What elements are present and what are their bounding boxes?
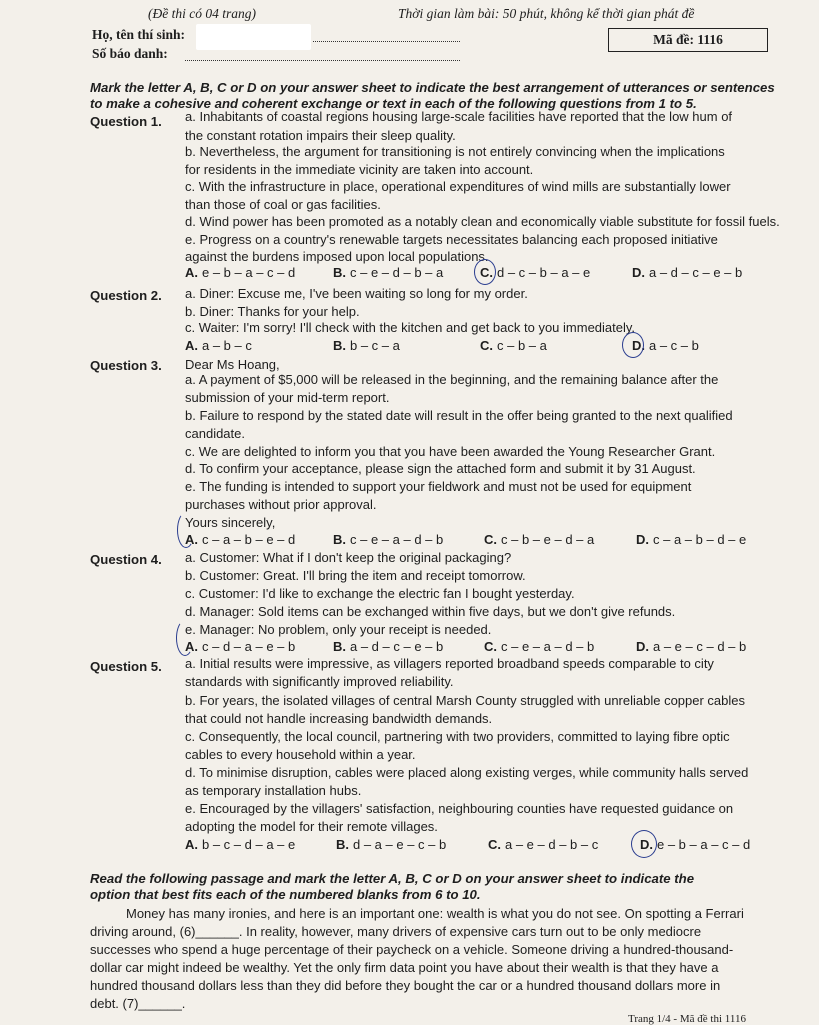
q5-line: cables to every household within a year. — [185, 747, 416, 762]
passage-line: successes who spend a huge percentage of their paycheck on a vehicle. Someone driving a hundred-thousand- — [90, 942, 734, 957]
q3-option-b[interactable]: B. c – e – a – d – b — [333, 532, 444, 547]
q4-option-d[interactable]: D. a – e – c – d – b — [636, 639, 747, 654]
passage-line: debt. (7)______. — [90, 996, 186, 1011]
q3-line: purchases without prior approval. — [185, 497, 377, 512]
q2-option-d[interactable]: D. a – c – b — [632, 338, 699, 353]
q3-line: submission of your mid-term report. — [185, 390, 390, 405]
section2-instruction-line1: Read the following passage and mark the letter A, B, C or D on your answer sheet to indicate the — [90, 871, 695, 886]
q5-option-c[interactable]: C. a – e – d – b – c — [488, 837, 599, 852]
q5-option-a[interactable]: A. b – c – d – a – e — [185, 837, 296, 852]
q3-option-a[interactable]: A. c – a – b – e – d — [185, 532, 296, 547]
q4-line: b. Customer: Great. I'll bring the item and receipt tomorrow. — [185, 568, 526, 583]
q5-line: as temporary installation hubs. — [185, 783, 362, 798]
q5-line: adopting the model for their remote villages. — [185, 819, 438, 834]
passage-line: dollar car might indeed be wealthy. Yet the only firm data point you have about their wealth is that they have a — [90, 960, 719, 975]
q5-line: a. Initial results were impressive, as villagers reported broadband speeds comparable to city — [185, 656, 714, 671]
q2-line: b. Diner: Thanks for your help. — [185, 304, 360, 319]
q3-closing: Yours sincerely, — [185, 515, 276, 530]
q3-salutation: Dear Ms Hoang, — [185, 357, 280, 372]
passage-line: driving around, (6)______. In reality, however, many drivers of expensive cars turn out to be only mediocre — [90, 924, 702, 939]
q1-line: e. Progress on a country's renewable targets necessitates balancing each proposed initiative — [185, 232, 718, 247]
q4-line: d. Manager: Sold items can be exchanged within five days, but we don't give refunds. — [185, 604, 676, 619]
q1-line: than those of coal or gas facilities. — [185, 197, 381, 212]
q2-pen-circle-mark — [622, 332, 644, 358]
q1-line: a. Inhabitants of coastal regions housing large-scale facilities have reported that the low hum of — [185, 109, 733, 124]
passage-line: hundred thousand dollars less than they did before they bought the car or a hundred thousand dollars more in — [90, 978, 721, 993]
q5-pen-circle-mark — [631, 830, 657, 858]
q5-option-d[interactable]: D. e – b – a – c – d — [640, 837, 751, 852]
q4-line: e. Manager: No problem, only your receipt is needed. — [185, 622, 492, 637]
q3-line: b. Failure to respond by the stated date will result in the offer being granted to the next qualified — [185, 408, 733, 423]
q5-line: e. Encouraged by the villagers' satisfaction, neighbouring counties have requested guidance on — [185, 801, 734, 816]
q1-pen-circle-mark — [474, 259, 496, 285]
candidate-name-label: Họ, tên thí sinh: — [92, 27, 186, 42]
question-1-label: Question 1. — [90, 114, 162, 129]
q1-line: c. With the infrastructure in place, operational expenditures of wind mills are substantially lower — [185, 179, 731, 194]
question-3-label: Question 3. — [90, 358, 162, 373]
q1-line: the constant rotation impairs their sleep quality. — [185, 128, 456, 143]
q5-line: that could not handle increasing bandwidth demands. — [185, 711, 493, 726]
q2-option-b[interactable]: B. b – c – a — [333, 338, 400, 353]
q3-pen-mark — [177, 512, 195, 548]
q1-line: for residents in the immediate vicinity are taken into account. — [185, 162, 534, 177]
section1-instruction-line2: to make a cohesive and coherent exchange or text in each of the following questions from 1 to 5. — [90, 96, 697, 111]
section1-instruction-line1: Mark the letter A, B, C or D on your answer sheet to indicate the best arrangement of utterances or sentences — [90, 80, 775, 95]
question-4-label: Question 4. — [90, 552, 162, 567]
q3-option-d[interactable]: D. c – a – b – d – e — [636, 532, 747, 547]
q3-line: a. A payment of $5,000 will be released in the beginning, and the remaining balance after the — [185, 372, 719, 387]
q1-line: against the burdens imposed upon local populations. — [185, 249, 489, 264]
q1-line: d. Wind power has been promoted as a notably clean and economically viable substitute for fossil fuels. — [185, 214, 780, 229]
q5-option-b[interactable]: B. d – a – e – c – b — [336, 837, 447, 852]
question-2-label: Question 2. — [90, 288, 162, 303]
q4-pen-mark — [176, 620, 194, 656]
candidate-id-label: Số báo danh: — [92, 46, 168, 61]
q4-option-c[interactable]: C. c – e – a – d – b — [484, 639, 595, 654]
q3-line: d. To confirm your acceptance, please sign the attached form and submit it by 31 August. — [185, 461, 696, 476]
q3-line: candidate. — [185, 426, 245, 441]
section2-instruction-line2: option that best fits each of the numbered blanks from 6 to 10. — [90, 887, 481, 902]
q2-line: c. Waiter: I'm sorry! I'll check with the kitchen and get back to you immediately. — [185, 320, 636, 335]
q5-line: d. To minimise disruption, cables were placed along existing verges, while community halls served — [185, 765, 749, 780]
q3-line: e. The funding is intended to support your fieldwork and must not be used for equipment — [185, 479, 692, 494]
q5-line: b. For years, the isolated villages of central Marsh County struggled with unreliable copper cables — [185, 693, 746, 708]
q1-option-c[interactable]: C. d – c – b – a – e — [480, 265, 591, 280]
q2-option-a[interactable]: A. a – b – c — [185, 338, 252, 353]
redacted-name — [196, 24, 311, 50]
q5-line: standards with significantly improved reliability. — [185, 674, 454, 689]
page-count-note: (Đề thi có 04 trang) — [148, 6, 256, 21]
exam-code-box: Mã đề: 1116 — [608, 28, 768, 52]
page-footer: Trang 1/4 - Mã đề thi 1116 — [628, 1013, 746, 1025]
q1-option-a[interactable]: A. e – b – a – c – d — [185, 265, 296, 280]
q4-line: c. Customer: I'd like to exchange the electric fan I bought yesterday. — [185, 586, 575, 601]
q3-line: c. We are delighted to inform you that you have been awarded the Young Researcher Grant. — [185, 444, 716, 459]
q4-option-a[interactable]: A. c – d – a – e – b — [185, 639, 296, 654]
id-dotted-line — [185, 60, 460, 61]
q4-option-b[interactable]: B. a – d – c – e – b — [333, 639, 444, 654]
q1-option-d[interactable]: D. a – d – c – e – b — [632, 265, 743, 280]
q2-line: a. Diner: Excuse me, I've been waiting so long for my order. — [185, 286, 528, 301]
passage-line: Money has many ironies, and here is an important one: wealth is what you do not see. On spotting a Ferrari — [126, 906, 744, 921]
question-5-label: Question 5. — [90, 659, 162, 674]
name-dotted-line — [313, 41, 460, 42]
q5-line: c. Consequently, the local council, partnering with two providers, committed to laying fibre optic — [185, 729, 730, 744]
q4-line: a. Customer: What if I don't keep the original packaging? — [185, 550, 512, 565]
q1-line: b. Nevertheless, the argument for transitioning is not entirely convincing when the implications — [185, 144, 725, 159]
q2-option-c[interactable]: C. c – b – a — [480, 338, 547, 353]
q1-option-b[interactable]: B. c – e – d – b – a — [333, 265, 444, 280]
exam-time-note: Thời gian làm bài: 50 phút, không kể thời gian phát đề — [398, 6, 695, 21]
q3-option-c[interactable]: C. c – b – e – d – a — [484, 532, 595, 547]
